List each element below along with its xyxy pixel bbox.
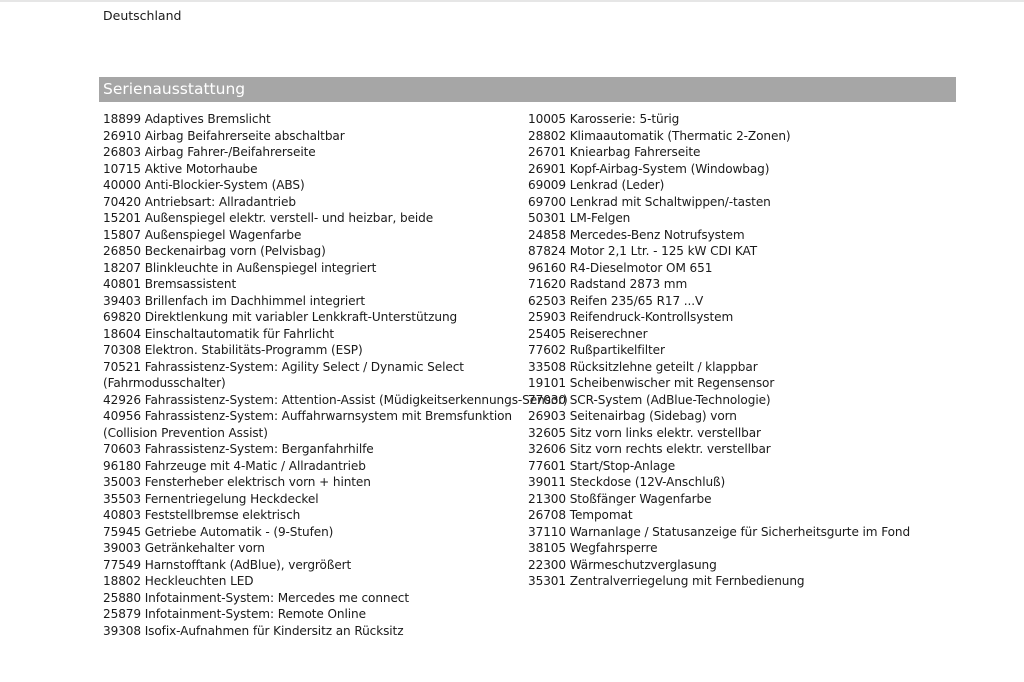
equipment-item: 77601 Start/Stop-Anlage [528, 458, 676, 473]
equipment-item: 21300 Stoßfänger Wagenfarbe [528, 491, 712, 506]
equipment-item: 39003 Getränkehalter vorn [103, 541, 265, 555]
equipment-item: 40000 Anti-Blockier-System (ABS) [103, 178, 305, 192]
equipment-item: 69700 Lenkrad mit Schaltwippen/-tasten [528, 194, 771, 209]
equipment-item: 87824 Motor 2,1 Ltr. - 125 kW CDI KAT [528, 244, 758, 258]
equipment-item: 18899 Adaptives Bremslicht [103, 112, 271, 126]
equipment-item: 96160 R4-Dieselmotor OM 651 [528, 260, 713, 275]
equipment-item: 33508 Rücksitzlehne geteilt / klappbar [528, 359, 758, 374]
equipment-item: 18802 Heckleuchten LED [103, 574, 254, 588]
equipment-item: 32606 Sitz vorn rechts elektr. verstellbar [528, 442, 771, 456]
equipment-item: 39308 Isofix-Aufnahmen für Kindersitz an Rücksitz [103, 623, 404, 638]
equipment-item: (Collision Prevention Assist) [103, 425, 268, 440]
equipment-item: 18604 Einschaltautomatik für Fahrlicht [103, 326, 335, 341]
equipment-item: 24858 Mercedes-Benz Notrufsystem [528, 227, 745, 242]
equipment-item: 40801 Bremsassistent [103, 277, 237, 291]
equipment-item: 26910 Airbag Beifahrerseite abschaltbar [103, 128, 345, 143]
equipment-item: 28802 Klimaautomatik (Thermatic 2-Zonen) [528, 128, 791, 143]
equipment-item: 40803 Feststellbremse elektrisch [103, 508, 301, 522]
equipment-item: 26850 Beckenairbag vorn (Pelvisbag) [103, 244, 326, 258]
equipment-item: 70521 Fahrassistenz-System: Agility Select / Dynamic Select [103, 359, 464, 374]
equipment-item: 35003 Fensterheber elektrisch vorn + hinten [103, 475, 371, 489]
equipment-item: 26803 Airbag Fahrer-/Beifahrerseite [103, 145, 316, 159]
equipment-item: 77549 Harnstofftank (AdBlue), vergrößert [103, 557, 352, 572]
equipment-item: 69009 Lenkrad (Leder) [528, 178, 665, 192]
equipment-item: 26903 Seitenairbag (Sidebag) vorn [528, 409, 737, 423]
equipment-item: 38105 Wegfahrsperre [528, 541, 658, 555]
equipment-item: 37110 Warnanlage / Statusanzeige für Sicherheitsgurte im Fond [528, 524, 911, 539]
equipment-item: 71620 Radstand 2873 mm [528, 277, 688, 291]
equipment-item: 77030 SCR-System (AdBlue-Technologie) [528, 392, 771, 407]
equipment-item: 25405 Reiserechner [528, 326, 648, 341]
equipment-item: 25903 Reifendruck-Kontrollsystem [528, 310, 734, 324]
equipment-list-left [103, 111, 568, 639]
equipment-item: 15201 Außenspiegel elektr. verstell- und heizbar, beide [103, 211, 434, 225]
equipment-item: 40956 Fahrassistenz-System: Auffahrwarnsystem mit Bremsfunktion [103, 409, 512, 423]
equipment-item: 25880 Infotainment-System: Mercedes me connect [103, 590, 409, 605]
equipment-item: 26701 Kniearbag Fahrerseite [528, 145, 701, 159]
equipment-list-right [528, 111, 958, 590]
section-header-serienausstattung: Serienausstattung [99, 77, 956, 102]
equipment-item: 10715 Aktive Motorhaube [103, 161, 258, 176]
equipment-item: 62503 Reifen 235/65 R17 ...V [528, 293, 704, 308]
equipment-item: 26901 Kopf-Airbag-System (Windowbag) [528, 161, 770, 176]
equipment-item: 32605 Sitz vorn links elektr. verstellbar [528, 425, 761, 440]
equipment-item: 70308 Elektron. Stabilitäts-Programm (ESP) [103, 343, 363, 357]
country-label: Deutschland [103, 8, 182, 23]
equipment-item: 96180 Fahrzeuge mit 4-Matic / Allradantrieb [103, 458, 366, 473]
equipment-item: 50301 LM-Felgen [528, 211, 631, 225]
equipment-item: 42926 Fahrassistenz-System: Attention-Assist (Müdigkeitserkennungs-Sensor) [103, 392, 568, 407]
equipment-item: 22300 Wärmeschutzverglasung [528, 557, 717, 572]
equipment-item: 35503 Fernentriegelung Heckdeckel [103, 491, 319, 506]
equipment-item: 39011 Steckdose (12V-Anschluß) [528, 475, 726, 489]
equipment-item: 77602 Rußpartikelfilter [528, 343, 665, 357]
equipment-item: 70420 Antriebsart: Allradantrieb [103, 194, 296, 209]
equipment-item: 75945 Getriebe Automatik - (9-Stufen) [103, 524, 334, 539]
equipment-item: 15807 Außenspiegel Wagenfarbe [103, 227, 302, 242]
equipment-item: 25879 Infotainment-System: Remote Online [103, 607, 366, 621]
equipment-item: 26708 Tempomat [528, 508, 633, 522]
equipment-item: (Fahrmodusschalter) [103, 376, 226, 390]
equipment-item: 10005 Karosserie: 5-türig [528, 112, 680, 126]
equipment-item: 35301 Zentralverriegelung mit Fernbedienung [528, 574, 805, 588]
equipment-item: 70603 Fahrassistenz-System: Berganfahrhilfe [103, 442, 374, 456]
equipment-item: 39403 Brillenfach im Dachhimmel integriert [103, 293, 366, 308]
top-divider [0, 0, 1024, 2]
equipment-item: 19101 Scheibenwischer mit Regensensor [528, 376, 775, 390]
equipment-item: 69820 Direktlenkung mit variabler Lenkkraft-Unterstützung [103, 310, 458, 324]
equipment-item: 18207 Blinkleuchte in Außenspiegel integriert [103, 260, 377, 275]
